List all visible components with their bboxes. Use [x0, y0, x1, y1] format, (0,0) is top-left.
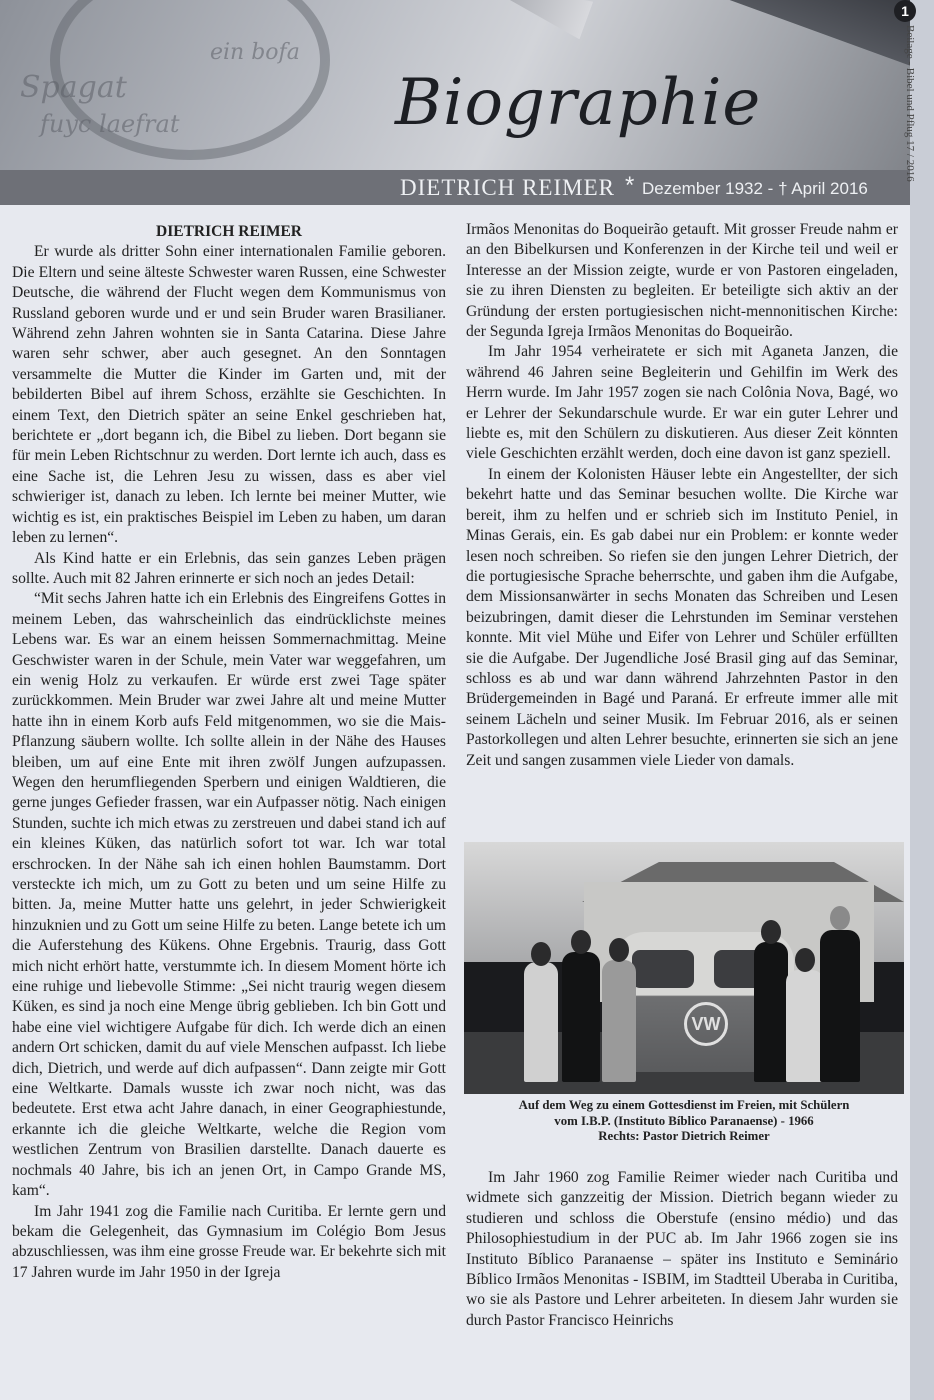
photo-person — [524, 962, 558, 1082]
photo-person — [786, 970, 824, 1082]
caption-line: Auf dem Weg zu einem Gottesdienst im Freien, mit Schülern — [518, 1098, 850, 1112]
photo-person-head — [571, 930, 591, 954]
biographie-title: Biographie — [395, 66, 762, 140]
pen-nib-decoration — [467, 0, 593, 39]
paragraph: Im Jahr 1941 zog die Familie nach Curitiba. Er lernte gern und bekam die Gelegenheit, das Gymnasium im Colégio Bom Jesus abzuschliessen, was ihm eine grosse Freude war. Er bekehrte sich mit 17 Jahren wurde im Jahr 1950 in der Igreja — [12, 1202, 446, 1281]
photo-person-head — [795, 948, 815, 972]
photo-person-head — [609, 938, 629, 962]
side-label: Beilage - Bibel und Pflug 17 / 2016 — [904, 25, 916, 182]
name-bar — [0, 170, 910, 205]
right-column — [466, 220, 898, 771]
handwriting-decoration: fuyc laefrat — [40, 110, 180, 138]
handwriting-decoration: Spagat — [20, 70, 127, 105]
birth-star: * — [625, 172, 635, 199]
paragraph: “Mit sechs Jahren hatte ich ein Erlebnis des Eingreifens Gottes in meinem Leben, das wahrscheinlich das eindrücklichste meines Lebens war. Es war an einem heissen Sommernachmittag. Meine Geschwister waren in der Schule, mein Vater war weggefahren, um ein wenig Holz zu verkaufen. Er würde erst zwei Tage später zurückkommen. Mein Bruder war zwei Jahre alt und meine Mutter hatte ihn in einem Korb aufs Feld mitgenommen, wo sie die Mais-Pflanzung säubern wollte. Ich sollte allein in der Nähe des Hauses bleiben, um auf eine Ente mit ihren zwölf Jungen aufzupassen. Wegen den herumfliegenden Sperbern und einigen Waldtieren, die gerne junges Gefieder frassen, war ein Aufpasser nötig. Nach einigen Stunden, suchte ich mich etwas zu zerstreuen und dabei stand ich auf ein kleines Küken, das natürlich sofort tot war. Ich war total erschrocken. In der Nähe sah ich einen hohlen Baumstamm. Dort versteckte ich mich, um zu Gott zu beten und um seine Hilfe zu bitten. Ja, meine Mutter hatte uns gelehrt, in jeder Schwierigkeit hinzuknien und zu Gott um seine Hilfe zu beten. Lange betete ich um die Auferstehung des Kükens. Ohne Ergebnis. Traurig, dass Gott mich nicht erhört hatte, verstummte ich. In diesem Moment hörte ich eine ruhige und liebevolle Stimme: „Sei nicht traurig wegen diesem Küken, es sind ja noch eine Menge übrig geblieben. Ich bin Gott und habe eine viel wichtigere Aufgabe für dich. Ich werde dich an einen andern Ort schicken, damit du auf viele Menschen aufpasst. Ich liebe dich, Dietrich, und werde auf dich aufpassen“. Dann zeigte mir Gott eine Weltkarte. Damals wusste ich zwar noch nicht, was das bedeutete. Erst etwa acht Jahre danach, in einer Geographiestunde, erkannte ich die gleiche Weltkarte, welche die Region vom westlichen Zentrum von Brasilien darstellte. Danach dauerte es nochmals 40 Jahre, bis ich an jenen Ort, in Campo Grande MS, kam“. — [12, 590, 446, 1200]
article-heading: DIETRICH REIMER — [156, 223, 302, 240]
caption-line: Rechts: Pastor Dietrich Reimer — [598, 1129, 770, 1143]
photo-person — [602, 960, 636, 1082]
photo-person-head — [531, 942, 551, 966]
paragraph: In einem der Kolonisten Häuser lebte ein Angestellter, der sich bekehrt hatte und das Seminar besuchen wollte. Die Kirche war bereit, ihm zu helfen und er schrieb sich im Instituto Peniel, in Minas Gerais, ein. Es gab dabei nur ein Problem: er konnte weder lesen noch schreiben. So riefen sie den jungen Lehrer Dietrich, der die portugiesische Sprache beherrschte, und gaben ihm die Aufgabe, dem Missionsanwärter in sechs Monaten das Schreiben und Lesen beizubringen, damit dieser die Lehrstunden im Seminar verstehen konnte. Mit viel Mühe und Eifer von Lehrer und Schüler erfüllten sie die Aufgabe. Der Jugendliche José Brasil ging auf das Seminar, schloss es ab und war dann während Jahrzehnten Pastor in den Brüdergemeinden in Bagé und Paraná. Er erfreute immer alle mit seinem Lächeln und seiner Musik. Im Februar 2016, als er seinen Pastorkollegen und alten Lehrer besuchte, erinnerten sie sich an jene Zeit und sangen zusammen viele Lieder von damals. — [466, 465, 898, 769]
photo-caption — [466, 1098, 902, 1145]
van-window — [632, 950, 694, 988]
photo-person-head — [830, 906, 850, 930]
right-column-bottom — [466, 1168, 898, 1331]
paragraph: Im Jahr 1960 zog Familie Reimer wieder nach Curitiba und widmete sich ganzzeitig der Mission. Dietrich begann wieder zu studieren und schloss die Oberstufe (ensino médio) und das Philosophiestudium in der PUC ab. Im Jahr 1966 zogen sie ins Instituto Bíblico Paranaense – später ins Instituto e Seminário Bíblico Irmãos Menonitas - ISBIM, im Stadtteil Uberaba in Curitiba, wo sie als Pastore und Lehrer arbeiteten. In diesem Jahr wurden sie durch Pastor Francisco Heinrichs — [466, 1169, 898, 1329]
historic-photo — [464, 842, 904, 1094]
photo-person-head — [761, 920, 781, 944]
paragraph: Als Kind hatte er ein Erlebnis, das sein ganzes Leben prägen sollte. Auch mit 82 Jahren erinnerte er sich noch an jedes Detail: — [12, 549, 446, 587]
photo-person — [754, 942, 788, 1082]
caption-line: vom I.B.P. (Instituto Bíblico Paranaense) - 1966 — [554, 1113, 814, 1128]
paragraph: Irmãos Menonitas do Boqueirão getauft. Mit grosser Freude nahm er an den Bibelkursen und Konferenzen in der Kirche teil und weil er Interesse an der Mission zeigte, wurde er von Pastoren eingeladen, sie zu ihren Diensten zu begleiten. Er beteiligte sich aktiv an der Gründung der ersten portugiesischen nicht-mennonitischen Kirche: der Segunda Igreja Irmãos Menonitas do Boqueirão. — [466, 221, 898, 341]
photo-person-pastor — [820, 930, 860, 1082]
vw-logo: VW — [684, 1002, 728, 1046]
life-dates: Dezember 1932 - † April 2016 — [642, 179, 868, 198]
page-number-badge: 1 — [894, 0, 916, 22]
handwriting-decoration: ein bofa — [210, 40, 300, 65]
subject-name: DIETRICH REIMER — [400, 175, 615, 200]
left-column — [12, 222, 446, 1283]
header-banner — [0, 0, 910, 205]
photo-person — [562, 952, 600, 1082]
paragraph: Im Jahr 1954 verheiratete er sich mit Aganeta Janzen, die während 46 Jahren seine Begleiterin und Gehilfin im Werk des Herrn wurde. Im Jahr 1957 zogen sie nach Colônia Nova, Bagé, wo er Lehrer der Sekundarschule wurde. Er war ein guter Lehrer und liebte es, mit den Schülern zu diskutieren. Aus dieser Zeit könnten viele Geschichten erzählt werden, doch eine davon ist ganz speziell. — [466, 343, 898, 463]
paragraph: Er wurde als dritter Sohn einer internationalen Familie geboren. Die Eltern und seine älteste Schwester waren Russen, eine Schwester Deutsche, die während der Flucht wegen dem Kommunismus von Russland geboren wurde und er und sein Bruder waren Brasilianer. Während zehn Jahren wohnten sie in Santa Catarina. Diese Jahre waren sehr schwer, aber auch gesegnet. An den Sonntagen versammelte die Mutter die Kinder im Garten und, mit der bebilderten Bibel auf ihrem Schoss, erzählte sie Geschichten. In einem Text, den Dietrich später an seine Enkel geschrieben hat, berichtete er „dort begann ich, die Bibel zu lieben. Dort begann sie für mein Leben Richtschnur zu werden. Dort lernte ich auch, dass es eine Sache ist, die Lehren Jesu zu wissen, dass es aber viel schwieriger ist, danach zu leben. Ich lernte bei meiner Mutter, wie wichtig es ist, ein praktisches Beispiel im Leben zu haben, um daran leben zu lernen“. — [12, 243, 446, 547]
